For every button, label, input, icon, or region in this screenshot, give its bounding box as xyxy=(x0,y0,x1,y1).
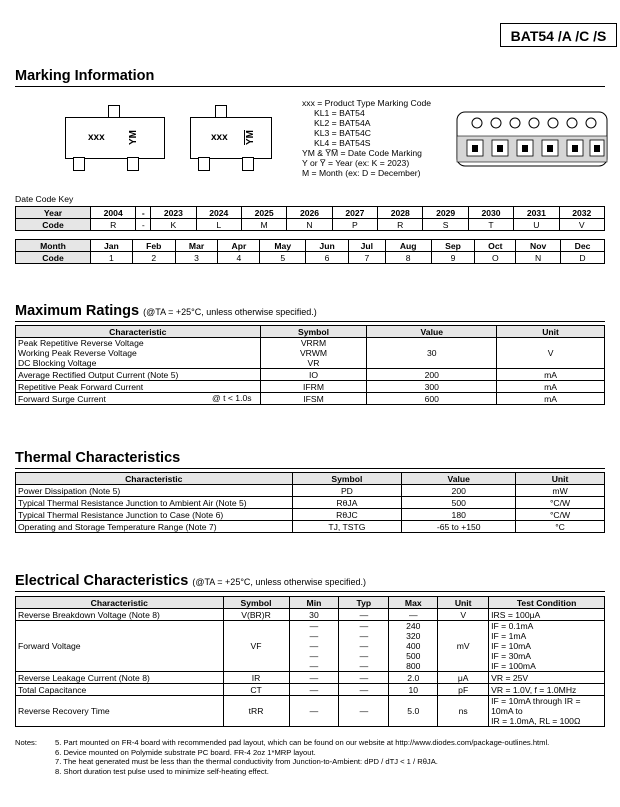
symbol-cell xyxy=(260,338,367,369)
typ-cell xyxy=(339,621,389,672)
typ-cell xyxy=(339,684,389,696)
package-lead xyxy=(127,157,139,171)
characteristic-line: Repetitive Peak Forward Current xyxy=(18,381,144,392)
year-cell: 2030 xyxy=(468,207,513,219)
header-value: Value xyxy=(367,326,497,338)
unit-cell: pF xyxy=(438,684,489,696)
max-cell-line: 320 xyxy=(406,631,421,641)
year-code-cell: - xyxy=(136,219,151,231)
legend-line: KL1 = BAT54 xyxy=(314,108,365,118)
max-cell xyxy=(389,696,438,727)
header-unit: Unit xyxy=(497,326,605,338)
month-code-cell: 5 xyxy=(260,252,306,264)
month-cell: Jul xyxy=(348,240,385,252)
symbol-cell: V(BR)R xyxy=(223,609,289,621)
min-cell xyxy=(289,672,339,684)
electrical-row xyxy=(16,609,605,621)
characteristic-line: DC Blocking Voltage xyxy=(18,358,97,368)
header-max: Max xyxy=(389,597,438,609)
typ-cell-line: — xyxy=(359,631,369,641)
year-cell: 2028 xyxy=(378,207,423,219)
characteristic-cell: Power Dissipation (Note 5) xyxy=(16,485,293,497)
marking-section-title: Marking Information xyxy=(15,68,155,84)
symbol-cell: TJ, TSTG xyxy=(292,521,402,533)
month-cell: Jan xyxy=(91,240,133,252)
month-code-table xyxy=(15,239,605,264)
year-cell: 2024 xyxy=(196,207,241,219)
month-cell: Dec xyxy=(561,240,605,252)
typ-cell xyxy=(339,672,389,684)
package-lead xyxy=(242,157,254,171)
carrier-tape-icon xyxy=(455,108,610,170)
max-cell-line: 5.0 xyxy=(407,706,420,716)
header-unit: Unit xyxy=(516,473,605,485)
electrical-table xyxy=(15,596,605,727)
header-typ: Typ xyxy=(339,597,389,609)
month-code-cell: 9 xyxy=(431,252,475,264)
symbol-cell: IR xyxy=(223,672,289,684)
max-ratings-row xyxy=(16,393,605,405)
symbol-cell: PD xyxy=(292,485,402,497)
characteristic-line: Working Peak Reverse Voltage xyxy=(18,348,137,358)
unit-cell: °C/W xyxy=(516,497,605,509)
header-characteristic: Characteristic xyxy=(16,326,261,338)
test-condition-cell xyxy=(489,609,605,621)
month-cell: Feb xyxy=(132,240,175,252)
max-ratings-table xyxy=(15,325,605,405)
legend-line: M = Month (ex: D = December) xyxy=(302,168,421,178)
max-ratings-header xyxy=(16,326,605,338)
legend-line: KL3 = BAT54C xyxy=(314,128,371,138)
month-cell: Mar xyxy=(175,240,218,252)
min-cell-line: — xyxy=(309,672,319,683)
package-drawing-1 xyxy=(65,105,165,170)
symbol-cell-line: VRRM xyxy=(300,338,327,348)
electrical-header xyxy=(16,597,605,609)
test-condition-line: IF = 0.1mA xyxy=(491,621,534,631)
month-code-cell: 8 xyxy=(385,252,431,264)
year-code-cell: K xyxy=(151,219,196,231)
marking-legend xyxy=(302,98,452,178)
min-cell-line: — xyxy=(309,684,319,695)
characteristic-cell: Total Capacitance xyxy=(16,684,224,696)
max-ratings-row xyxy=(16,369,605,381)
package-date-code: YM xyxy=(128,130,139,145)
characteristic-line: Average Rectified Output Current (Note 5) xyxy=(18,369,179,380)
value-cell: 180 xyxy=(402,509,516,521)
thermal-row xyxy=(16,497,605,509)
test-condition-cell xyxy=(489,621,605,672)
header-symbol: Symbol xyxy=(260,326,367,338)
symbol-cell: tRR xyxy=(223,696,289,727)
characteristic-cell xyxy=(16,381,261,393)
note-item: 5. Part mounted on FR-4 board with recommended pad layout, which can be found on our website at http://www.diodes.com/package-outlines.html. xyxy=(55,738,550,747)
month-cell: May xyxy=(260,240,306,252)
electrical-row xyxy=(16,696,605,727)
symbol-cell-line: IO xyxy=(308,369,319,380)
max-cell-line: — xyxy=(408,609,418,620)
typ-cell-line: — xyxy=(359,621,369,631)
min-cell-line: — xyxy=(309,651,319,661)
year-cell: 2004 xyxy=(91,207,136,219)
characteristic-cell: Reverse Recovery Time xyxy=(16,696,224,727)
year-code-cell: R xyxy=(91,219,136,231)
electrical-rule xyxy=(15,591,605,592)
year-code-cell: P xyxy=(332,219,377,231)
max-cell-line: 10 xyxy=(408,684,419,695)
value-cell: 600 xyxy=(367,393,497,405)
month-code-cell: 7 xyxy=(348,252,385,264)
characteristic-cell xyxy=(16,338,261,369)
characteristic-line: Peak Repetitive Reverse Voltage xyxy=(18,338,144,348)
max-cell-line: 400 xyxy=(406,641,421,651)
typ-cell-line: — xyxy=(359,651,369,661)
legend-line: KL2 = BAT54A xyxy=(314,118,371,128)
unit-cell: mW xyxy=(516,485,605,497)
max-cell-line: 2.0 xyxy=(407,672,420,683)
year-code-cell: R xyxy=(378,219,423,231)
legend-line: Y or Y̅ = Year (ex: K = 2023) xyxy=(302,158,410,168)
month-code-cell: 4 xyxy=(218,252,260,264)
symbol-cell xyxy=(260,381,367,393)
month-code-cell: 3 xyxy=(175,252,218,264)
max-cell-line: 500 xyxy=(406,651,421,661)
test-condition-line: IRS = 100μA xyxy=(491,609,541,620)
unit-cell: mA xyxy=(497,393,605,405)
year-code-cell: L xyxy=(196,219,241,231)
year-cell: 2029 xyxy=(423,207,468,219)
symbol-cell-line: VR xyxy=(307,358,320,368)
month-row-label: Month xyxy=(16,240,91,252)
package-date-code-bar: $\overline{YM}$ xyxy=(245,130,256,145)
legend-line: KL4 = BAT54S xyxy=(314,138,371,148)
part-number-title: BAT54 /A /C /S xyxy=(500,23,617,47)
month-cell: Aug xyxy=(385,240,431,252)
year-cell: - xyxy=(136,207,151,219)
year-row-label: Year xyxy=(16,207,91,219)
min-cell-line: — xyxy=(309,631,319,641)
characteristic-cell xyxy=(16,393,261,405)
header-value: Value xyxy=(402,473,516,485)
year-row xyxy=(16,207,605,219)
note-item: 8. Short duration test pulse used to minimize self-heating effect. xyxy=(55,766,269,776)
test-condition-cell xyxy=(489,684,605,696)
month-cell: Oct xyxy=(475,240,516,252)
value-cell: 200 xyxy=(402,485,516,497)
year-cell: 2023 xyxy=(151,207,196,219)
package-lead xyxy=(198,157,210,171)
max-cell-line: 800 xyxy=(406,661,421,671)
unit-cell: mA xyxy=(497,381,605,393)
test-condition-line: IF = 10mA xyxy=(491,641,532,651)
min-cell xyxy=(289,609,339,621)
min-cell-line: — xyxy=(309,621,319,631)
year-code-row xyxy=(16,219,605,231)
notes-list xyxy=(55,738,605,776)
month-code-cell: 1 xyxy=(91,252,133,264)
unit-cell: V xyxy=(438,609,489,621)
marking-rule xyxy=(15,86,605,87)
characteristic-cell: Reverse Leakage Current (Note 8) xyxy=(16,672,224,684)
header-characteristic: Characteristic xyxy=(16,473,293,485)
package-marking-code: xxx xyxy=(88,132,105,143)
year-cell: 2032 xyxy=(559,207,604,219)
value-cell: 500 xyxy=(402,497,516,509)
condition-text: @ t < 1.0s xyxy=(212,393,252,403)
typ-cell-line: — xyxy=(359,661,369,671)
test-condition-line: IR = 1.0mA, RL = 100Ω xyxy=(491,716,581,726)
max-ratings-rule xyxy=(15,321,605,322)
year-code-cell: U xyxy=(514,219,559,231)
header-characteristic: Characteristic xyxy=(16,597,224,609)
symbol-cell-line: IFSM xyxy=(303,393,324,404)
month-cell: Nov xyxy=(516,240,561,252)
note-item: 7. The heat generated must be less than the thermal conductivity from Junction-to-Ambient: dPD / dTJ < 1 / RθJA. xyxy=(55,757,438,766)
value-cell: 300 xyxy=(367,381,497,393)
month-code-cell: 6 xyxy=(306,252,349,264)
test-condition-line: VR = 25V xyxy=(491,672,529,683)
month-code-cell: N xyxy=(516,252,561,264)
year-code-cell: T xyxy=(468,219,513,231)
unit-cell: °C/W xyxy=(516,509,605,521)
test-condition-cell xyxy=(489,672,605,684)
header-test-condition: Test Condition xyxy=(489,597,605,609)
symbol-cell: RθJC xyxy=(292,509,402,521)
typ-cell-line: — xyxy=(359,672,369,683)
notes-label: Notes: xyxy=(15,738,37,747)
thermal-table xyxy=(15,472,605,533)
typ-cell-line: — xyxy=(359,641,369,651)
max-cell xyxy=(389,609,438,621)
min-cell xyxy=(289,621,339,672)
min-cell-line: — xyxy=(309,706,319,716)
month-code-cell: D xyxy=(561,252,605,264)
package-drawing-2 xyxy=(190,105,290,170)
unit-cell: mA xyxy=(497,369,605,381)
header-unit: Unit xyxy=(438,597,489,609)
electrical-row xyxy=(16,621,605,672)
thermal-header xyxy=(16,473,605,485)
legend-line: YM & Y̅M̅ = Date Code Marking xyxy=(302,148,422,158)
characteristic-cell: Forward Voltage xyxy=(16,621,224,672)
header-min: Min xyxy=(289,597,339,609)
package-marking-code: xxx xyxy=(211,132,228,143)
header-symbol: Symbol xyxy=(223,597,289,609)
symbol-cell-line: VRWM xyxy=(299,348,328,358)
symbol-cell: RθJA xyxy=(292,497,402,509)
typ-cell xyxy=(339,609,389,621)
symbol-cell: CT xyxy=(223,684,289,696)
min-cell-line: 30 xyxy=(309,609,319,620)
characteristic-cell: Reverse Breakdown Voltage (Note 8) xyxy=(16,609,224,621)
note-item: 6. Device mounted on Polymide substrate PC board. FR-4 2oz 1*MRP layout. xyxy=(55,747,316,757)
package-lead xyxy=(73,157,85,171)
min-cell-line: — xyxy=(309,661,319,671)
month-cell: Sep xyxy=(431,240,475,252)
thermal-row xyxy=(16,485,605,497)
value-cell: 30 xyxy=(367,338,497,369)
header-symbol: Symbol xyxy=(292,473,402,485)
year-code-cell: S xyxy=(423,219,468,231)
symbol-cell xyxy=(260,393,367,405)
legend-line: xxx = Product Type Marking Code xyxy=(302,98,432,108)
package-body xyxy=(190,117,272,159)
typ-cell-line: — xyxy=(359,684,369,695)
typ-cell xyxy=(339,696,389,727)
year-cell: 2031 xyxy=(514,207,559,219)
min-cell xyxy=(289,696,339,727)
electrical-subtitle: (@TA = +25°C, unless otherwise specified.) xyxy=(192,577,366,587)
unit-cell: V xyxy=(497,338,605,369)
min-cell-line: — xyxy=(309,641,319,651)
max-cell xyxy=(389,684,438,696)
unit-cell: μA xyxy=(438,672,489,684)
year-cell: 2025 xyxy=(241,207,286,219)
month-code-row xyxy=(16,252,605,264)
characteristic-line: Forward Surge Current xyxy=(18,393,106,404)
month-row xyxy=(16,240,605,252)
test-condition-line: IF = 30mA xyxy=(491,651,532,661)
max-cell-line: 240 xyxy=(406,621,421,631)
date-code-key-label: Date Code Key xyxy=(15,194,74,204)
value-cell: 200 xyxy=(367,369,497,381)
max-cell xyxy=(389,672,438,684)
symbol-cell-line: IFRM xyxy=(302,381,324,392)
symbol-cell: VF xyxy=(223,621,289,672)
symbol-cell xyxy=(260,369,367,381)
unit-cell: ns xyxy=(438,696,489,727)
test-condition-cell xyxy=(489,696,605,727)
unit-cell: mV xyxy=(438,621,489,672)
min-cell xyxy=(289,684,339,696)
max-cell xyxy=(389,621,438,672)
month-code-label: Code xyxy=(16,252,91,264)
typ-cell-line: — xyxy=(359,706,369,716)
year-cell: 2027 xyxy=(332,207,377,219)
test-condition-line: IF = 100mA xyxy=(491,661,536,671)
max-ratings-title-text: Maximum Ratings xyxy=(15,303,140,319)
electrical-title xyxy=(15,572,366,591)
test-condition-line: VR = 1.0V, f = 1.0MHz xyxy=(491,684,577,695)
thermal-row xyxy=(16,521,605,533)
year-code-cell: M xyxy=(241,219,286,231)
thermal-row xyxy=(16,509,605,521)
electrical-row xyxy=(16,672,605,684)
characteristic-cell: Typical Thermal Resistance Junction to Case (Note 6) xyxy=(16,509,293,521)
year-code-label: Code xyxy=(16,219,91,231)
thermal-rule xyxy=(15,468,605,469)
year-cell: 2026 xyxy=(287,207,332,219)
electrical-title-text: Electrical Characteristics xyxy=(15,573,189,589)
month-cell: Apr xyxy=(218,240,260,252)
electrical-row xyxy=(16,684,605,696)
month-code-cell: O xyxy=(475,252,516,264)
month-cell: Jun xyxy=(306,240,349,252)
thermal-title: Thermal Characteristics xyxy=(15,450,181,466)
test-condition-line: IF = 10mA through IR = 10mA to xyxy=(491,696,581,716)
max-ratings-title xyxy=(15,302,317,321)
max-ratings-row xyxy=(16,381,605,393)
test-condition-line: IF = 1mA xyxy=(491,631,527,641)
value-cell: -65 to +150 xyxy=(402,521,516,533)
typ-cell-line: — xyxy=(359,609,369,620)
max-ratings-subtitle: (@TA = +25°C, unless otherwise specified.) xyxy=(143,307,317,317)
characteristic-cell: Typical Thermal Resistance Junction to Ambient Air (Note 5) xyxy=(16,497,293,509)
year-code-table xyxy=(15,206,605,231)
package-body xyxy=(65,117,165,159)
characteristic-cell: Operating and Storage Temperature Range (Note 7) xyxy=(16,521,293,533)
year-code-cell: N xyxy=(287,219,332,231)
month-code-cell: 2 xyxy=(132,252,175,264)
unit-cell: °C xyxy=(516,521,605,533)
characteristic-cell xyxy=(16,369,261,381)
year-code-cell: V xyxy=(559,219,604,231)
max-ratings-row xyxy=(16,338,605,369)
